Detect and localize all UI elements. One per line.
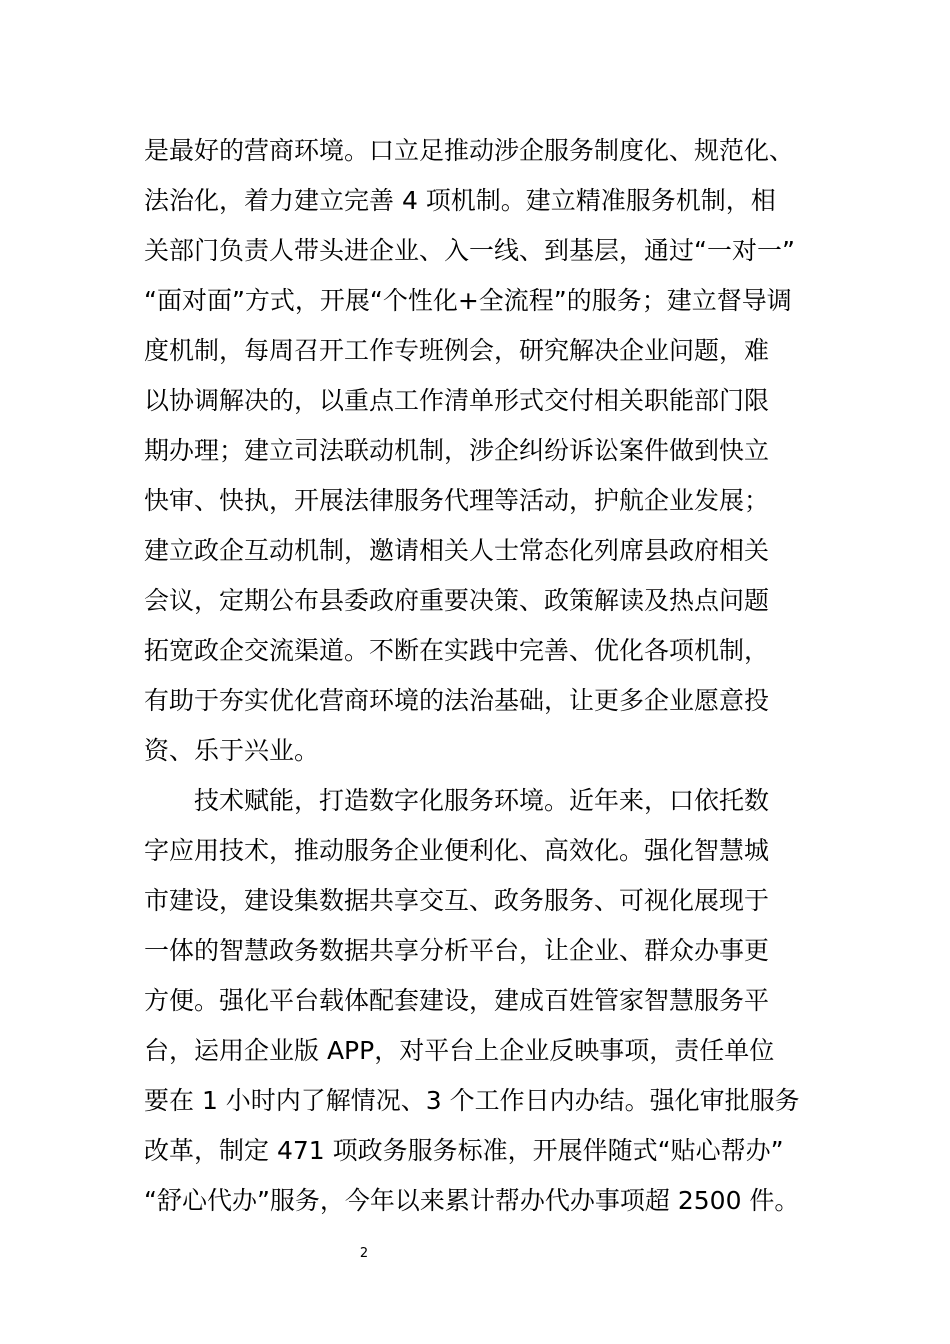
text-line: 建立政企互动机制，邀请相关人士常态化列席县政府相关 [144, 536, 770, 565]
text-line: 以协调解决的，以重点工作清单形式交付相关职能部门限 [144, 386, 770, 415]
body-text [144, 126, 824, 1226]
text-line: 度机制，每周召开工作专班例会，研究解决企业问题，难 [144, 336, 770, 365]
text-line: 字应用技术，推动服务企业便利化、高效化。强化智慧城 [144, 836, 770, 865]
text-line: 市建设，建设集数据共享交互、政务服务、可视化展现于 [144, 886, 770, 915]
text-line: 资、乐于兴业。 [144, 736, 320, 765]
text-line: 一体的智慧政务数据共享分析平台，让企业、群众办事更 [144, 936, 770, 965]
text-line: 是最好的营商环境。口立足推动涉企服务制度化、规范化、 [144, 136, 795, 165]
text-line: 要在 1 小时内了解情况、3 个工作日内办结。强化审批服务 [144, 1086, 800, 1115]
text-line: “面对面”方式，开展“个性化+全流程”的服务；建立督导调 [144, 286, 792, 315]
text-line: 方便。强化平台载体配套建设，建成百姓管家智慧服务平 [144, 986, 770, 1015]
text-line: 台，运用企业版 APP，对平台上企业反映事项，责任单位 [144, 1036, 775, 1065]
paragraph-first-line: 技术赋能，打造数字化服务环境。近年来，口依托数 [194, 786, 770, 815]
text-line: 关部门负责人带头进企业、入一线、到基层，通过“一对一” [144, 236, 795, 265]
text-line: “舒心代办”服务，今年以来累计帮办代办事项超 2500 件。 [144, 1186, 800, 1215]
page-number: 2 [359, 1246, 369, 1261]
text-line: 改革，制定 471 项政务服务标准，开展伴随式“贴心帮办” [144, 1136, 784, 1165]
text-line: 期办理；建立司法联动机制，涉企纠纷诉讼案件做到快立 [144, 436, 770, 465]
text-line: 快审、快执，开展法律服务代理等活动，护航企业发展； [144, 486, 770, 515]
text-line: 拓宽政企交流渠道。不断在实践中完善、优化各项机制， [144, 636, 770, 665]
text-line: 会议，定期公布县委政府重要决策、政策解读及热点问题 [144, 586, 770, 615]
text-line: 法治化，着力建立完善 4 项机制。建立精准服务机制，相 [144, 186, 776, 215]
text-line: 有助于夯实优化营商环境的法治基础，让更多企业愿意投 [144, 686, 770, 715]
